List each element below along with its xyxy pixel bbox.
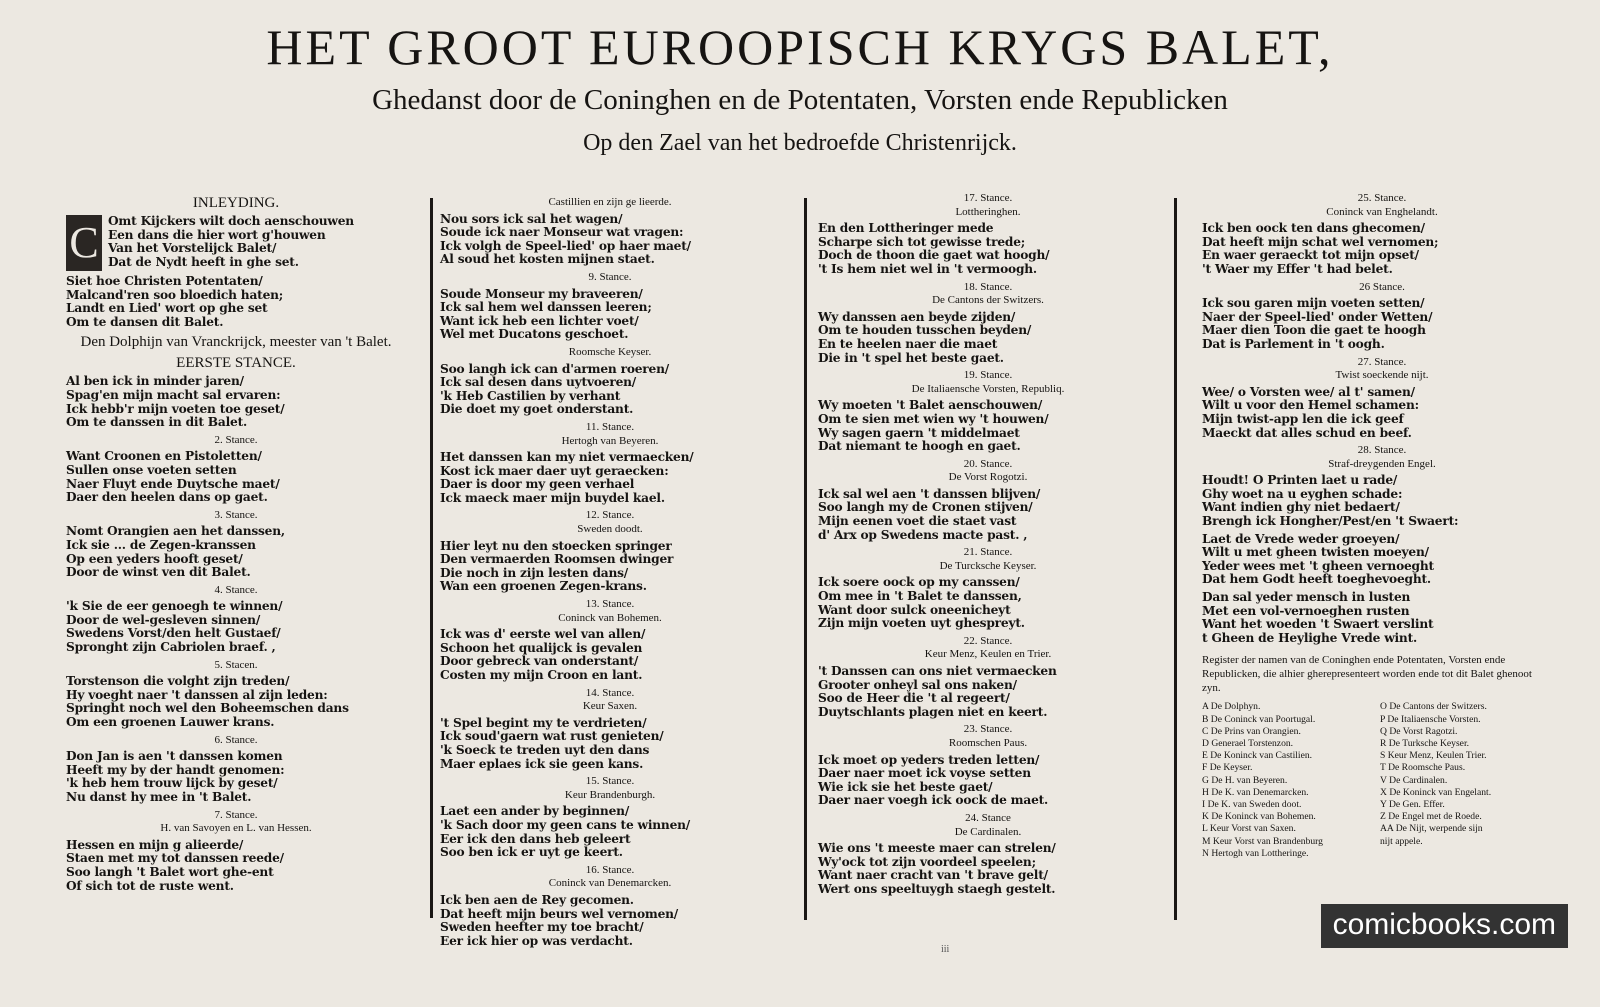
text-column-2 [440,196,780,952]
stance-label: 19. Stance. [963,369,1013,382]
stance-label: 5. Stacen. [214,658,258,671]
verse-line: Want Croonen en Pistoletten/ [66,449,262,464]
verse-line: Die in 't spel het beste gaet. [818,350,1004,365]
verse-line: Nu danst hy mee in 't Balet. [66,790,252,804]
verse-line: Wert ons speeltuygh staegh gestelt. [818,881,1056,896]
verse-block [818,222,1158,276]
verse-line: Soo ben ick er uyt ge keert. [440,845,623,860]
stance-label: 12. Stance. [585,509,635,522]
verse-line: Hy voeght naer 't danssen al zijn leden: [66,687,328,702]
verse-line: Dat de Nydt heeft in ghe set. [108,254,299,269]
verse-line: Want indien ghy niet bedaert/ [1202,500,1400,515]
verse-line: Wie ons 't meeste maer can strelen/ [818,841,1056,856]
verse-block [66,750,406,804]
verse-line: Naer der Speel-lied' onder Wetten/ [1202,309,1433,324]
verse-line: Ick hebb'r mijn voeten toe geset/ [66,401,285,416]
stance-label: Coninck van Enghelandt. [1326,205,1438,218]
verse-line: Wy sagen gaern 't middelmaet [818,425,1020,440]
verse-block [66,525,406,579]
stance-label: Keur Menz, Keulen en Trier. [924,648,1052,661]
register-intro: Register der namen van de Coninghen ende Potentaten, Vorsten ende Republicken, die alhier gherepresenteert worden ende tot dit Balet ghenoot zyn. [1202,654,1532,695]
verse-block [1202,386,1562,440]
register-item: D Generael Torstenzon. [1202,738,1294,750]
verse-line: 't Spel begint my te verdrieten/ [440,715,647,730]
decorated-initial: C [66,215,102,271]
verse-line: Torstenson die volght zijn treden/ [66,674,290,689]
verse-line: Soo langh my de Cronen stijven/ [818,500,1033,515]
verse-line: Mijn twist-app len die ick geef [1202,411,1404,426]
register-left-column [1202,701,1370,860]
verse-line: Zijn mijn voeten uyt ghespreyt. [818,616,1025,631]
verse-line: Naer Fluyt ende Duytsche maet/ [66,476,280,491]
verse-line: Houdt! O Printen laet u rade/ [1202,473,1398,488]
verse-block [1202,222,1562,276]
column-rule-3 [1174,198,1177,920]
verse-line: Dat heeft mijn beurs wel vernomen/ [440,906,679,921]
verse-line: Door de wel-gesleven sinnen/ [66,612,261,627]
verse-line: Costen my mijn Croon en lant. [440,668,643,682]
page-mark: iii [941,944,950,955]
verse-line: Nomt Orangien aen het danssen, [66,524,285,539]
stance-label: De Vorst Rogotzi. [948,471,1028,484]
register-item: F De Keyser. [1202,762,1253,774]
register-item: O De Cantons der Switzers. [1380,701,1487,713]
stance-label: 15. Stance. [585,775,635,788]
stance-label: 11. Stance. [585,420,635,433]
stance-label: De Cantons der Switzers. [932,294,1044,307]
verse-line: Om te dansen dit Balet. [66,314,224,329]
verse-line: Om mee in 't Balet te danssen, [818,589,1022,604]
stance-label: Coninck van Denemarcken. [548,877,672,890]
register-item: L Keur Vorst van Saxen. [1202,823,1296,835]
verse-line: Op een yeders hooft geset/ [66,551,243,566]
verse-line: Duytschlants plagen niet en keert. [818,704,1048,719]
verse-line: Ick sal hem wel danssen leeren; [440,300,652,315]
register-item: N Hertogh van Lottheringe. [1202,847,1309,859]
verse-block [818,399,1158,453]
register-item: G De H. van Beyeren. [1202,774,1288,786]
verse-line: Soo de Heer die 't al regeert/ [818,691,1010,706]
verse-line: Hessen en mijn g alieerde/ [66,837,244,852]
verse-line: En waer geraeckt tot mijn opset/ [1202,248,1419,263]
verse-line: Soude ick naer Monseur wat vragen: [440,225,684,240]
stance-label: Twist soeckende nijt. [1335,369,1429,382]
verse-block [66,600,406,654]
section-heading: INLEYDING. [192,195,280,211]
verse-block [440,213,780,267]
register-item: Q De Vorst Ragotzi. [1380,725,1458,737]
register-item: M Keur Vorst van Brandenburg [1202,835,1323,847]
document-subtitle: Ghedanst door de Coninghen en de Potentaten, Vorsten ende Republicken [372,84,1228,116]
verse-line: Wy danssen aen beyde zijden/ [818,309,1016,324]
verse-line: En te heelen naer die maet [818,336,998,351]
verse-line: Malcand'ren soo bloedich haten; [66,287,284,302]
stance-label: 20. Stance. [963,457,1013,470]
register-item: V De Cardinalen. [1380,774,1448,786]
verse-line: Kost ick maer daer uyt geraecken: [440,463,669,478]
stance-label: 4. Stance. [214,583,258,596]
verse-block [440,363,780,417]
stance-label: 16. Stance. [585,863,635,876]
verse-line: Scharpe sich tot gewisse trede; [818,234,1026,249]
verse-line: Om een groenen Lauwer krans. [66,715,275,730]
stance-label: 3. Stance. [214,508,258,521]
verse-line: Ick maeck maer mijn buydel kael. [440,490,665,505]
verse-block [818,311,1158,365]
verse-block [818,842,1158,896]
register-item: A De Dolphyn. [1202,701,1261,713]
verse-line: 't Is hem niet wel in 't vermoogh. [818,261,1037,276]
verse-block [440,805,780,859]
verse-line: Ick moet op yeders treden letten/ [818,752,1040,767]
verse-block [1202,297,1562,351]
verse-line: Brengh ick Hongher/Pest/en 't Swaert: [1202,514,1459,529]
register-item: Y De Gen. Effer. [1380,799,1445,811]
verse-line: Maer dien Toon die gaet te hoogh [1202,323,1426,338]
verse-line: Dan sal yeder mensch in lusten [1202,590,1411,605]
verse-line: Ick sou garen mijn voeten setten/ [1202,296,1425,311]
register-item: T De Roomsche Paus. [1380,762,1466,774]
verse-line: 'k Sie de eer genoegh te winnen/ [66,599,283,614]
verse-line: Grooter onheyl sal ons naken/ [818,677,1017,692]
register-item: H De K. van Denemarcken. [1202,786,1309,798]
intro-verse [66,215,406,271]
verse-line: Doch de thoon die gaet wat hoogh/ [818,248,1050,263]
stance-label: De Cardinalen. [954,825,1022,838]
stance-label: 24. Stance [965,811,1011,824]
verse-line: Ick sie ... de Zegen-kranssen [66,537,256,552]
document-subtitle-2: Op den Zael van het bedroefde Christenrijck. [583,130,1017,156]
verse-block [66,839,406,893]
verse-line: Om te danssen in dit Balet. [66,415,248,430]
stance-label: Roomsche Keyser. [568,345,652,358]
verse-line: Een dans die hier wort g'houwen [108,227,326,242]
watermark-badge: comicbooks.com [1321,904,1568,948]
verse-line: Ick soere oock op my canssen/ [818,575,1020,590]
verse-block [66,275,406,329]
stance-label: De Turcksche Keyser. [939,559,1037,572]
verse-block [440,540,780,594]
stance-label: 27. Stance. [1357,355,1407,368]
register-item: X De Koninck van Engelant. [1380,786,1492,798]
verse-line: Om te sien met wien wy 't houwen/ [818,411,1049,426]
section-heading: Den Dolphijn van Vranckrijck, meester van 't Balet. [80,334,392,351]
verse-line: Landt en Lied' wort op ghe set [66,301,268,316]
verse-line: Soo langh 't Balet wort ghe-ent [66,864,274,879]
verse-line: 't Waer my Effer 't had belet. [1202,261,1393,276]
verse-line: Dat hem Godt heeft toeghevoeght. [1202,572,1431,587]
verse-line: Heeft my by der handt genomen: [66,762,285,777]
verse-line: 'k Sach door my geen cans te winnen/ [440,817,691,832]
verse-line: Spronght zijn Cabriolen braef. , [66,640,276,655]
verse-line: Swedens Vorst/den helt Gustaef/ [66,626,281,641]
verse-line: Laet de Vrede weder groeyen/ [1202,531,1400,546]
verse-line: Mijn eenen voet die staet vast [818,514,1017,529]
register-item: C De Prins van Orangien. [1202,725,1301,737]
verse-line: t Gheen de Heylighe Vrede wint. [1202,630,1418,645]
verse-block [440,288,780,342]
stance-label: De Italiaensche Vorsten, Republiq. [911,382,1065,395]
register-item: P De Italiaensche Vorsten. [1380,713,1481,725]
verse-line: Maer eplaes ick sie geen kans. [440,756,644,771]
verse-line: Wy moeten 't Balet aenschouwen/ [818,398,1043,413]
stance-label: 17. Stance. [963,192,1013,204]
verse-line: 't Danssen can ons niet vermaecken [818,664,1057,678]
verse-line: Door de winst ven dit Balet. [66,565,251,580]
register-item: B De Coninck van Poortugal. [1202,713,1316,725]
column-rule-2 [804,198,807,920]
verse-line: Don Jan is aen 't danssen komen [66,749,283,764]
verse-line: 'k heb hem trouw lijck by geset/ [66,776,278,791]
stance-label: Straf-dreygenden Engel. [1328,457,1436,470]
verse-line: Sweden heefter my toe bracht/ [440,920,644,935]
verse-line: Van het Vorstelijck Balet/ [108,241,277,256]
stance-label: 13. Stance. [585,598,635,611]
verse-line: Wan een groenen Zegen-krans. [440,579,647,594]
verse-line: Ick ben oock ten dans ghecomen/ [1202,221,1425,236]
verse-block [440,628,780,682]
verse-line: Ick was d' eerste wel van allen/ [440,627,646,642]
verse-line: Soo langh ick can d'armen roeren/ [440,361,669,376]
verse-block [818,576,1158,630]
register-item: nijt appele. [1380,835,1423,847]
verse-block [818,488,1158,542]
verse-block [1202,591,1562,645]
stance-label: 22. Stance. [963,634,1013,647]
verse-block [440,717,780,771]
verse-line: Ghy woet na u eyghen schade: [1202,486,1403,501]
verse-block [66,375,406,429]
verse-block [1202,474,1562,528]
stance-label: 26 Stance. [1359,280,1405,293]
verse-line: Nou sors ick sal het wagen/ [440,211,623,226]
verse-line: Ick sal desen dans uytvoeren/ [440,375,637,390]
verse-line: Wel met Ducatons geschoet. [440,327,629,342]
column-rule-1 [430,198,433,918]
verse-line: Al soud het kosten mijnen staet. [440,252,655,267]
verse-block [818,754,1158,808]
register-right-column [1380,701,1548,860]
verse-line: Ick soud'gaern wat rust genieten/ [440,729,664,744]
verse-line: Sullen onse voeten setten [66,462,237,477]
verse-line: Laet een ander by beginnen/ [440,804,630,819]
verse-line: Ick sal wel aen 't danssen blijven/ [818,486,1041,501]
stance-label: Keur Brandenburgh. [564,788,656,801]
stance-label: 23. Stance. [963,723,1013,736]
stance-label: Coninck van Bohemen. [558,611,662,624]
stance-label: 21. Stance. [963,546,1013,559]
register-item: K De Koninck van Bohemen. [1202,811,1316,823]
register-item: E De Koninck van Castilien. [1202,750,1313,762]
verse-line: Al ben ick in minder jaren/ [66,374,244,389]
text-column-3 [818,192,1158,901]
verse-line: Het danssen kan my niet vermaecken/ [440,450,694,465]
section-heading: EERSTE STANCE. [176,355,296,372]
register-list [1202,701,1562,860]
verse-line: Die doet my goet onderstant. [440,402,634,417]
verse-block [66,450,406,504]
verse-line: Wee/ o Vorsten wee/ al t' samen/ [1202,384,1415,399]
verse-line: Staen met my tot danssen reede/ [66,851,284,866]
verse-line: Den vermaerden Roomsen dwinger [440,552,674,567]
verse-line: Met een vol-vernoeghen rusten [1202,603,1410,618]
verse-line: Want door sulck oneenicheyt [818,602,1011,617]
verse-line: Wy'ock tot zijn voordeel speelen; [818,854,1036,869]
verse-line: Yeder wees met 't gheen vernoeght [1202,558,1434,573]
stance-label: Lottheringhen. [955,205,1021,218]
stance-label: Sweden doodt. [577,523,643,536]
verse-block [1202,533,1562,587]
verse-line: Dat is Parlement in 't oogh. [1202,336,1385,351]
verse-line: Want naer cracht van 't brave gelt/ [818,868,1048,883]
text-column-4 [1202,192,1562,860]
text-column-1 [66,192,406,897]
stance-label: 7. Stance. [214,808,258,821]
verse-line: Wie ick sie het beste gaet/ [818,779,993,794]
verse-line: Om te houden tusschen beyden/ [818,323,1032,338]
verse-line: Spag'en mijn macht sal ervaren: [66,387,281,402]
verse-line: Eer ick den dans heb geleert [440,831,631,846]
verse-block [66,675,406,729]
verse-block [818,665,1158,719]
stance-label: Keur Saxen. [582,700,638,713]
verse-line: Hier leyt nu den stoecken springer [440,538,672,553]
verse-line: Dat heeft mijn schat wel vernomen; [1202,234,1439,249]
verse-line: Soude Monseur my braveeren/ [440,286,643,301]
verse-line: Ick ben aen de Rey gecomen. [440,892,634,907]
verse-line: En den Lottheringer mede [818,221,994,236]
verse-line: Daer is door my geen verhael [440,477,635,492]
stance-label: 28. Stance. [1357,444,1407,457]
verse-line: Maeckt dat alles schud en beef. [1202,425,1412,440]
verse-line: Schoon het qualijck is gevalen [440,640,643,655]
verse-line: d' Arx op Swedens macte past. , [818,527,1028,542]
register-item: AA De Nijt, werpende sijn [1380,823,1483,835]
verse-line: Die noch in zijn lesten dans/ [440,565,629,580]
verse-line: Daer den heelen dans op gaet. [66,490,268,505]
verse-line: Springht noch wel den Boheemschen dans [66,701,349,716]
verse-line: Siet hoe Christen Potentaten/ [66,274,263,288]
register-item: S Keur Menz, Keulen Trier. [1380,750,1487,762]
verse-line: 'k Heb Castilien by verhant [440,388,621,403]
verse-line: Eer ick hier op was verdacht. [440,933,633,948]
stance-label: 2. Stance. [214,433,258,446]
verse-line: Of sich tot de ruste went. [66,878,234,893]
stance-label: 18. Stance. [963,280,1013,293]
verse-line: Wilt u voor den Hemel schamen: [1202,398,1419,413]
document-title: HET GROOT EUROOPISCH KRYGS BALET, [266,19,1334,75]
verse-line: Wilt u met gheen twisten moeyen/ [1202,545,1429,560]
register-item: R De Turksche Keyser. [1380,738,1470,750]
verse-line: 'k Soeck te treden uyt den dans [440,742,650,757]
stance-label: Hertogh van Beyeren. [561,434,659,447]
verse-line: Omt Kijckers wilt doch aenschouwen [108,215,354,228]
stance-label: 14. Stance. [585,686,635,699]
verse-block [440,451,780,505]
register-item: Z De Engel met de Roede. [1380,811,1482,823]
stance-label: Roomschen Paus. [948,736,1028,749]
verse-line: Door gebreck van onderstant/ [440,654,639,669]
register-item: I De K. van Sweden doot. [1202,799,1302,811]
verse-line: Daer naer moet ick voyse setten [818,766,1031,781]
verse-line: Ick volgh de Speel-lied' op haer maet/ [440,238,691,253]
verse-line: Daer naer voegh ick oock de maet. [818,793,1049,808]
verse-block [440,894,780,948]
verse-line: Want ick heb een lichter voet/ [440,313,639,328]
verse-line: Want het woeden 't Swaert verslint [1202,617,1434,632]
stance-label: Castillien en zijn ge lieerde. [548,196,672,208]
verse-line: Dat niemant te hoogh en gaet. [818,439,1021,454]
stance-label: H. van Savoyen en L. van Hessen. [160,822,312,835]
stance-label: 25. Stance. [1357,192,1407,204]
stance-label: 9. Stance. [588,270,632,283]
stance-label: 6. Stance. [214,733,258,746]
